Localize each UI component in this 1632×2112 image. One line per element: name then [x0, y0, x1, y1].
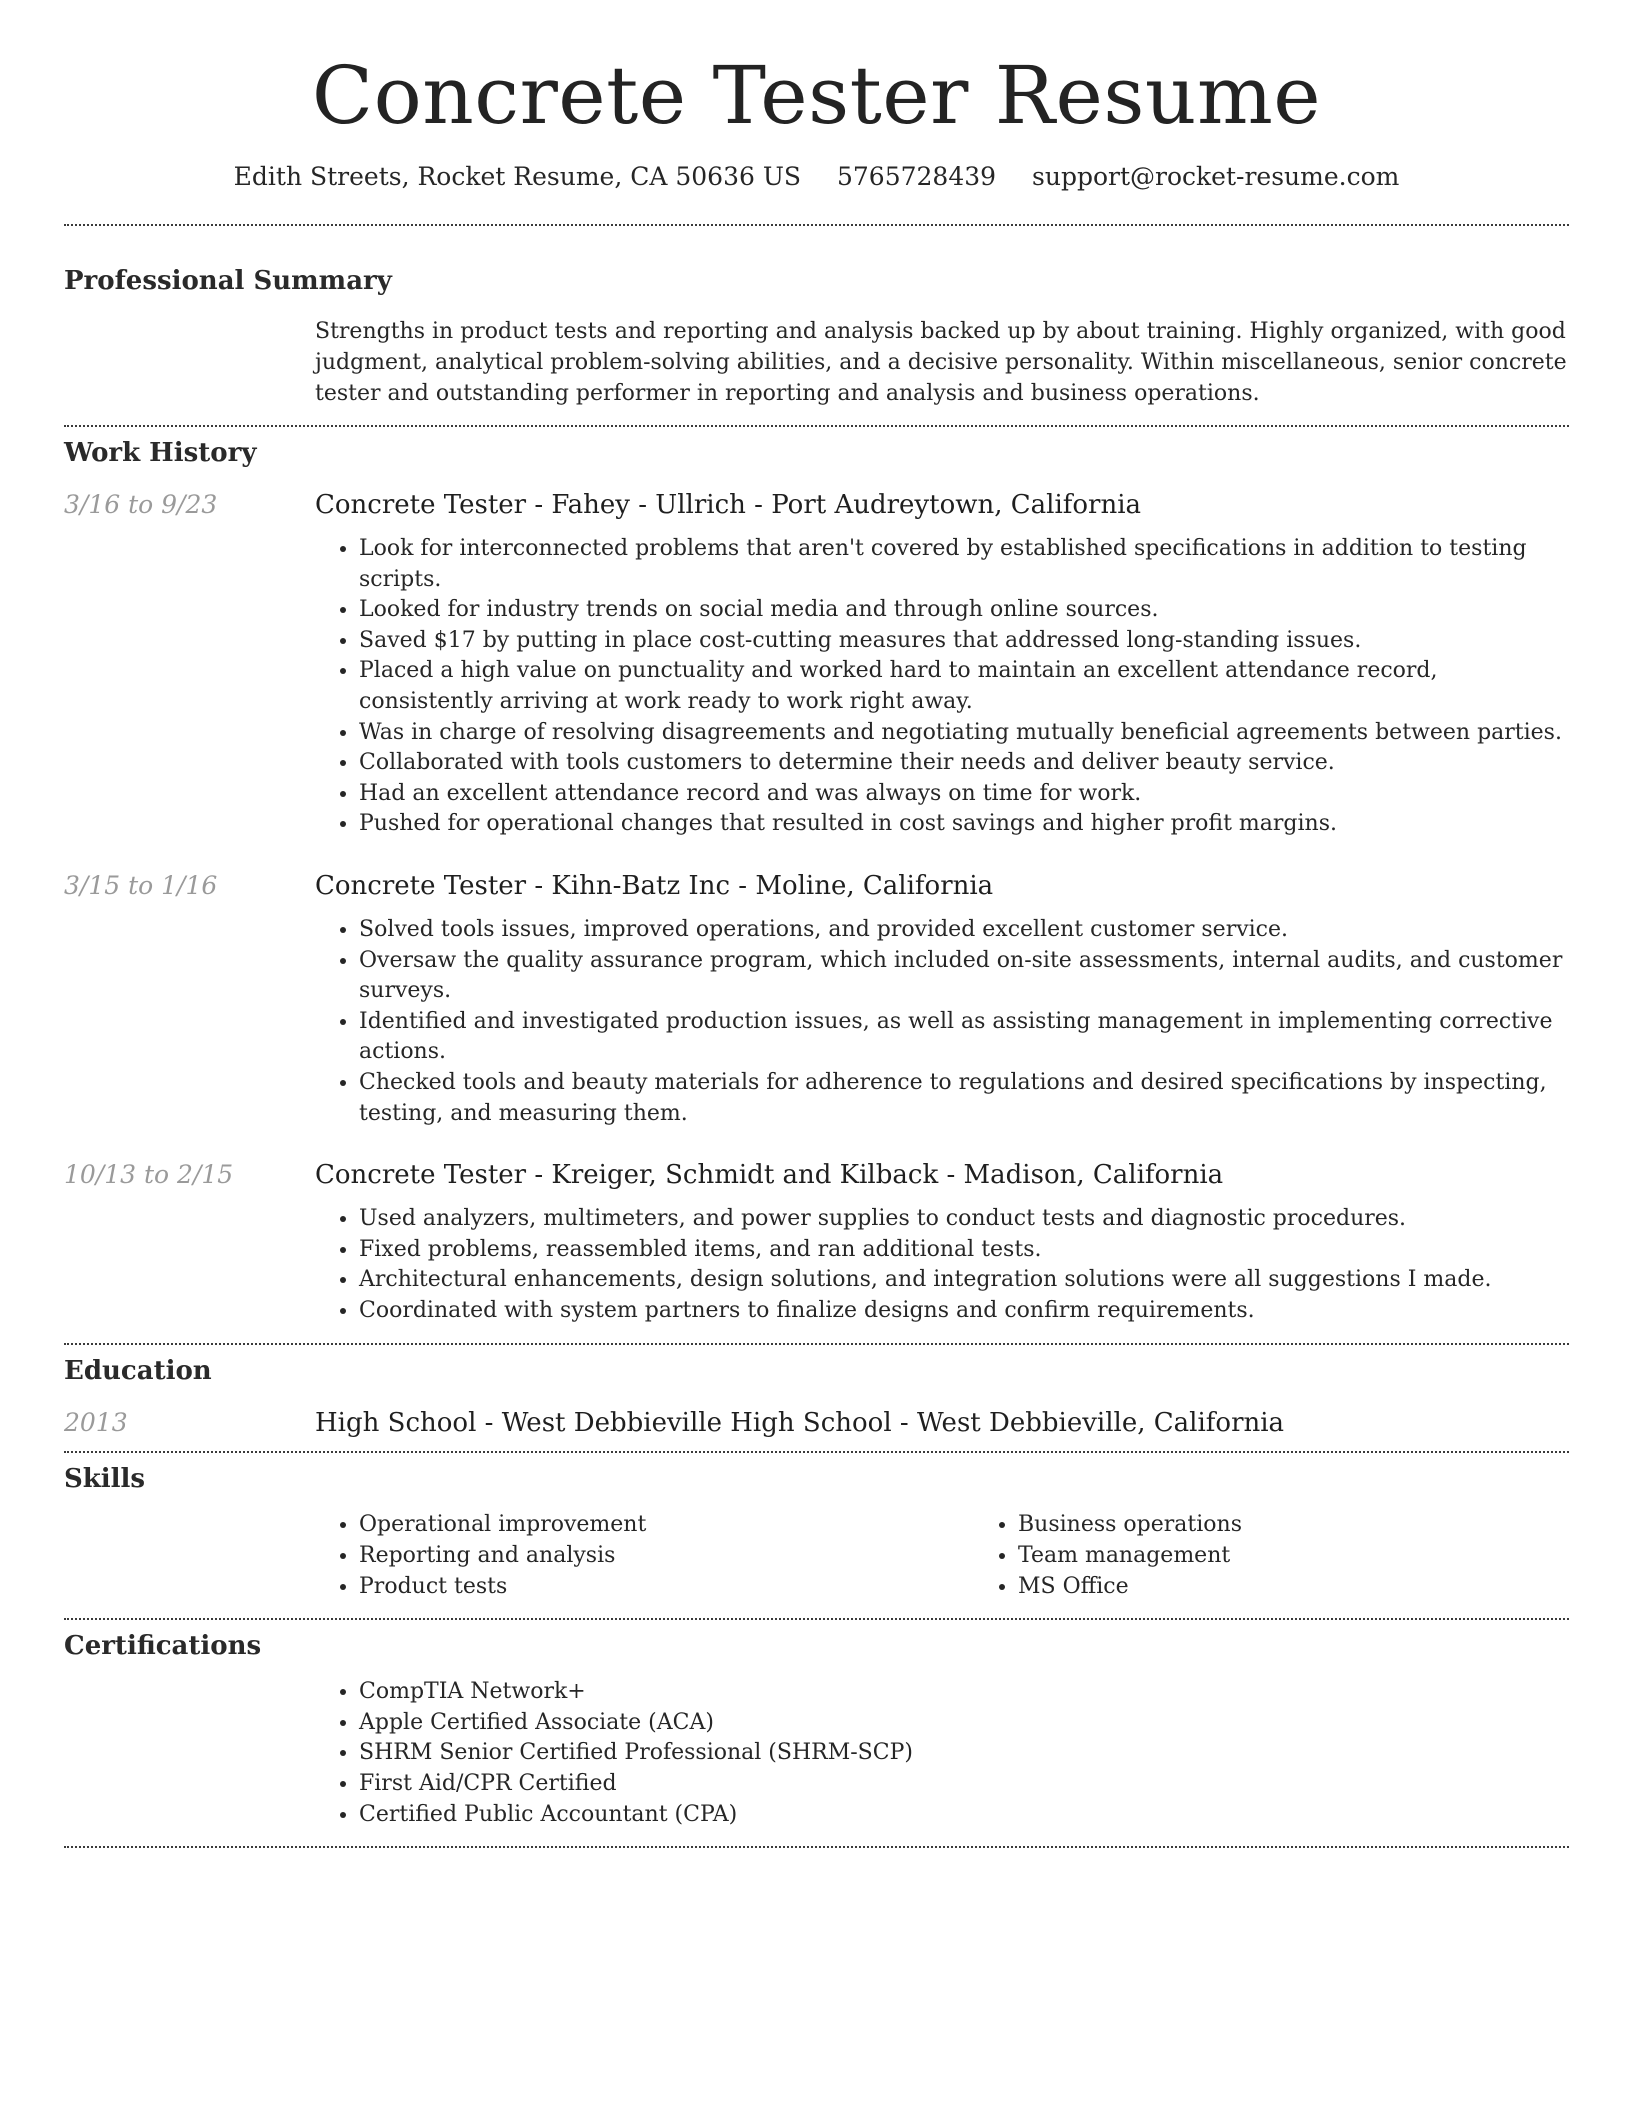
job-entry — [64, 490, 1569, 520]
contact-email: support@rocket-resume.com — [1032, 162, 1400, 191]
job-dates: 10/13 to 2/15 — [64, 1160, 234, 1190]
list-item: • Was in charge of resolving disagreements and negotiating mutually beneficial agreements between parties. — [359, 718, 1569, 749]
job-entry — [64, 871, 1569, 901]
list-item: • Oversaw the quality assurance program, which included on-site assessments, internal audits, and customer surveys. — [359, 946, 1569, 1007]
list-item: • Certified Public Accountant (CPA) — [359, 1800, 1569, 1831]
skills-section — [64, 1464, 1569, 1602]
list-item: • CompTIA Network+ — [359, 1677, 1569, 1708]
skills-heading: Skills — [64, 1464, 146, 1495]
job-title: Concrete Tester - Fahey - Ullrich - Port Audreytown, California — [315, 490, 1142, 520]
list-item: • Coordinated with system partners to finalize designs and confirm requirements. — [359, 1296, 1569, 1327]
list-item: • Identified and investigated production issues, as well as assisting management in implementing corrective actions. — [359, 1007, 1569, 1068]
job-dates: 3/16 to 9/23 — [64, 490, 218, 519]
summary-heading: Professional Summary — [64, 266, 392, 296]
list-item: • Used analyzers, multimeters, and power supplies to conduct tests and diagnostic procedures. — [359, 1204, 1569, 1235]
skills-columns — [315, 1510, 1632, 1602]
list-item: • SHRM Senior Certified Professional (SHRM-SCP) — [359, 1738, 1569, 1769]
resume-page — [64, 0, 1569, 1848]
education-heading: Education — [64, 1356, 212, 1387]
list-item: • Product tests — [359, 1572, 974, 1603]
list-item: • Pushed for operational changes that resulted in cost savings and higher profit margins. — [359, 809, 1569, 840]
divider — [64, 1618, 1569, 1620]
work-history-section — [64, 438, 1569, 1326]
job-entry — [64, 1160, 1569, 1190]
list-item: • Looked for industry trends on social media and through online sources. — [359, 595, 1569, 626]
skills-list-right — [974, 1510, 1632, 1602]
summary-section — [64, 266, 1569, 409]
divider — [64, 224, 1569, 226]
list-item: • Solved tools issues, improved operations, and provided excellent customer service. — [359, 915, 1569, 946]
contact-phone: 5765728439 — [837, 162, 997, 191]
list-item: • Operational improvement — [359, 1510, 974, 1541]
list-item: • Had an excellent attendance record and was always on time for work. — [359, 779, 1569, 810]
list-item: • Business operations — [1018, 1510, 1632, 1541]
summary-text: Strengths in product tests and reporting and analysis backed up by about training. Highly organized, with good judgment, analytical problem-solving abilities, and a decisive personality. Within miscellaneous, senior concrete tester and outstanding performer in reporting and analysis and business operations. — [315, 319, 1567, 406]
divider — [64, 425, 1569, 427]
job-bullets — [315, 534, 1569, 840]
contact-line — [64, 162, 1569, 191]
list-item: • Checked tools and beauty materials for adherence to regulations and desired specifications by inspecting, testing, and measuring them. — [359, 1068, 1569, 1129]
work-history-heading: Work History — [64, 438, 257, 468]
list-item: • Collaborated with tools customers to determine their needs and deliver beauty service. — [359, 748, 1569, 779]
divider — [64, 1846, 1569, 1848]
certifications-heading: Certifications — [64, 1631, 262, 1662]
education-section — [64, 1356, 1569, 1438]
divider — [64, 1451, 1569, 1453]
list-item: • Fixed problems, reassembled items, and ran additional tests. — [359, 1235, 1569, 1266]
list-item: • Saved $17 by putting in place cost-cutting measures that addressed long-standing issues. — [359, 626, 1569, 657]
job-bullets — [315, 915, 1569, 1129]
list-item: • Architectural enhancements, design solutions, and integration solutions were all suggestions I made. — [359, 1265, 1569, 1296]
certifications-list — [315, 1677, 1569, 1830]
contact-address: Edith Streets, Rocket Resume, CA 50636 US — [233, 162, 802, 191]
list-item: • Reporting and analysis — [359, 1541, 974, 1572]
divider — [64, 1343, 1569, 1345]
list-item: • Placed a high value on punctuality and worked hard to maintain an excellent attendance record, consistently arriving at work ready to work right away. — [359, 656, 1569, 717]
list-item: • Look for interconnected problems that aren't covered by established specifications in addition to testing scripts. — [359, 534, 1569, 595]
job-title: Concrete Tester - Kihn-Batz Inc - Moline, California — [315, 870, 994, 901]
list-item: • Team management — [1018, 1541, 1632, 1572]
certifications-section — [64, 1631, 1569, 1830]
job-dates: 3/15 to 1/16 — [64, 870, 218, 900]
job-title: Concrete Tester - Kreiger, Schmidt and Kilback - Madison, California — [315, 1160, 1224, 1191]
list-item: • Apple Certified Associate (ACA) — [359, 1708, 1569, 1739]
skills-list-left — [315, 1510, 974, 1602]
resume-title: Concrete Tester Resume — [311, 49, 1322, 142]
list-item: • First Aid/CPR Certified — [359, 1769, 1569, 1800]
list-item: • MS Office — [1018, 1572, 1632, 1603]
job-bullets — [315, 1204, 1569, 1326]
education-entry: High School - West Debbieville High School - West Debbieville, California — [315, 1408, 1285, 1439]
education-year: 2013 — [64, 1408, 128, 1438]
